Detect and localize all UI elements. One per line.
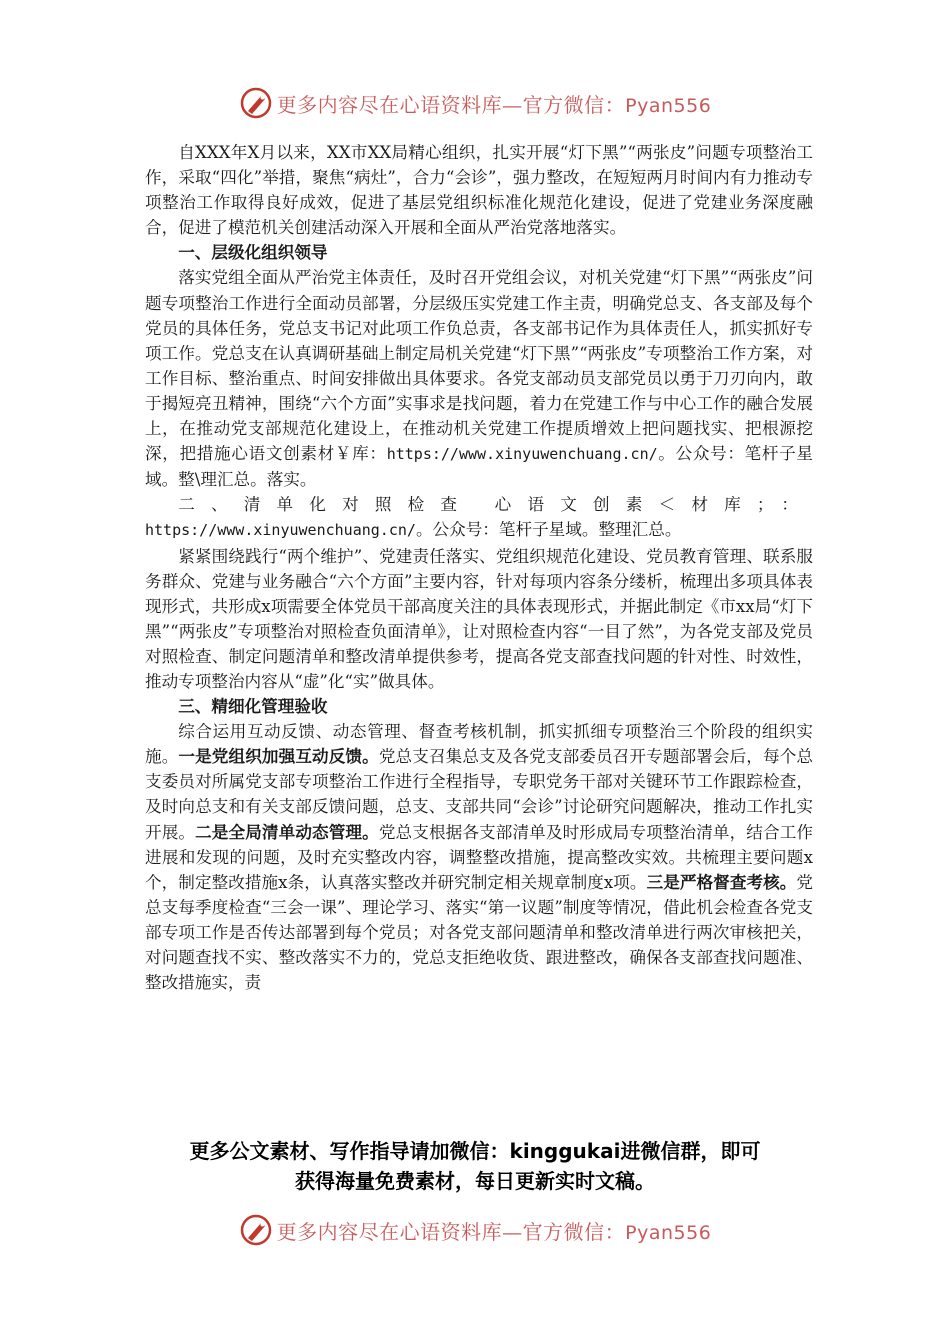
section1-url: https://www.xinyuwenchuang.cn/ <box>386 445 658 464</box>
section2-url: https://www.xinyuwenchuang.cn/ <box>145 521 416 540</box>
promo-block <box>0 1136 950 1196</box>
footer-banner-text: 更多内容尽在心语资料库—官方微信：Pyan556 <box>276 1219 712 1244</box>
point1-title: 一是党组织加强互动反馈。 <box>178 747 379 767</box>
section1-paragraph: 落实党组全面从严治党主体责任，及时召开党组会议，对机关党建“灯下黑”“两张皮”问题专项整治工作进行全面动员部署，分层级压实党建工作主责，明确党总支、各支部及每个党员的具体任务，党总支书记对此项工作负总责，各支部书记作为具体责任人，抓实抓好专项工作。党总支在认真调研基础上制定局机关党建“灯下黑”“两张皮”专项整治工作方案，对工作目标、整治重点、时间安排做出具体要求。各党支部动员支部党员以勇于刀刃向内，敢于揭短亮丑精神，围绕“六个方面”实事求是找问题，着力在党建工作与中心工作的融合发展上，在推动党支部规范化建设上，在推动机关党建工作提质增效上把问题找实、把根源挖深，把措施心语文创素材￥库：https://www.xinyuwenchuang.cn/。公众号：笔杆子星域。整\理汇总。落实。 <box>145 268 814 490</box>
section2-paragraph: 紧紧围绕践行“两个维护”、党建责任落实、党组织规范化建设、党员教育管理、联系服务群众、党建与业务融合“六个方面”主要内容，针对每项内容条分缕析，梳理出多项具体表现形式，共形成x项需要全体党员干部高度关注的具体表现形式，并据此制定《市xx局“灯下黑”“两张皮”专项整治对照检查负面清单》，让对照检查内容“一目了然”，为各党支部及党员对照检查、制定问题清单和整改清单提供参考，提高各党支部查找问题的针对性、时效性，推动专项整治内容从“虚”化“实”做具体。 <box>145 546 813 691</box>
section2-heading: 二、清单化对照检查 心语文创素＜材库；：https://www.xinyuwenchuang.cn/。公众号：笔杆子星域。整理汇总。 <box>145 495 813 540</box>
document-body <box>145 140 813 995</box>
point3-title: 三是严格督查考核。 <box>646 872 797 892</box>
section3-paragraph: 综合运用互动反馈、动态管理、督查考核机制，抓实抓细专项整治三个阶段的组织实施。一是党组织加强互动反馈。党总支召集总支及各党支部委员召开专题部署会后，每个总支委员对所属党支部专项整治工作进行全程指导，专职党务干部对关键环节工作跟踪检查，及时向总支和有关支部反馈问题，总支、支部共同“会诊”讨论研究问题解决，推动工作扎实开展。二是全局清单动态管理。党总支根据各支部清单及时形成局专项整治清单，结合工作进展和发现的问题，及时充实整改内容，调整整改措施，提高整改实效。共梳理主要问题x个，制定整改措施x条，认真落实整改并研究制定相关规章制度x项。三是严格督查考核。党总支每季度检查“三会一课”、理论学习、落实“第一议题”制度等情况，借此机会检查各党支部专项工作是否传达部署到每个党员；对各党支部问题清单和整改清单进行两次审核把关，对问题查找不实、整改落实不力的，党总支拒绝收货、跟进整改，确保各支部查找问题准、整改措施实，责 <box>145 722 814 993</box>
footer-banner <box>0 1210 950 1250</box>
header-banner-text: 更多内容尽在心语资料库—官方微信：Pyan556 <box>276 92 712 117</box>
section3-heading: 三、精细化管理验收 <box>178 697 328 717</box>
promo-line-2: 获得海量免费素材，每日更新实时文稿。 <box>295 1169 655 1193</box>
pen-nib-logo-icon <box>239 86 273 120</box>
promo-line-1: 更多公文素材、写作指导请加微信：kinggukai进微信群，即可 <box>189 1139 761 1163</box>
section1-heading: 一、层级化组织领导 <box>178 243 328 263</box>
pen-nib-logo-icon <box>239 1213 273 1247</box>
intro-paragraph: 自XXX年X月以来，XX市XX局精心组织，扎实开展“灯下黑”“两张皮”问题专项整治工作，采取“四化”举措，聚焦“病灶”，合力“会诊”，强力整改，在短短两月时间内有力推动专项整治工作取得良好成效，促进了基层党组织标准化规范化建设，促进了党建业务深度融合，促进了模范机关创建活动深入开展和全面从严治党落地落实。 <box>145 143 813 238</box>
point2-title: 二是全局清单动态管理。 <box>195 822 379 842</box>
header-banner <box>0 83 950 123</box>
